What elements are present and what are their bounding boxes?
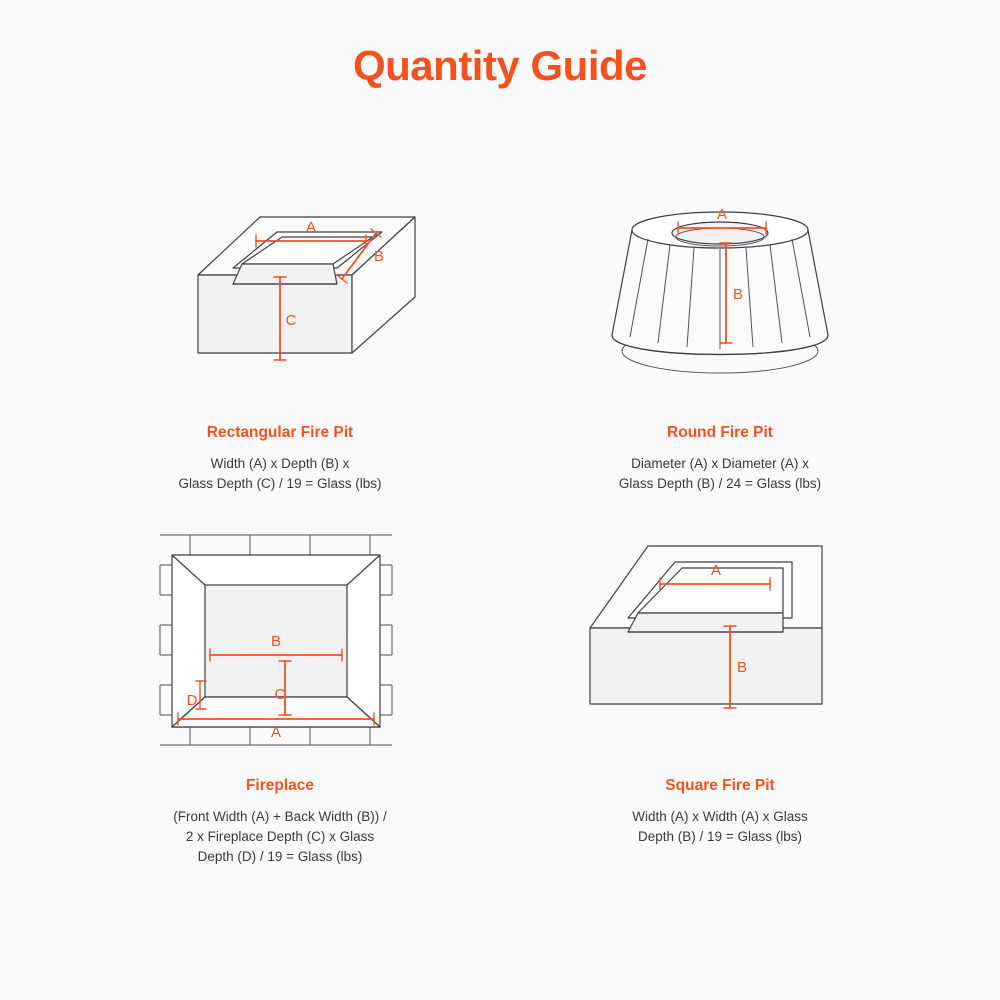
rectangular-fire-pit-title: Rectangular Fire Pit xyxy=(206,424,354,441)
guide-item-fireplace xyxy=(60,513,500,868)
rectangular-fire-pit-figure xyxy=(130,180,430,410)
rectangular-fire-pit-drawing xyxy=(130,185,430,405)
guide-item-round-fire-pit xyxy=(500,180,940,495)
fireplace-title: Fireplace xyxy=(245,776,315,794)
round-fire-pit-title: Round Fire Pit xyxy=(667,424,773,441)
square-fire-pit-figure xyxy=(570,513,870,763)
guide-item-rectangular-fire-pit xyxy=(60,180,500,495)
formula-line: (Front Width (A) + Back Width (B)) / xyxy=(173,808,387,824)
square-fire-pit-drawing xyxy=(570,518,870,758)
label-a-round: A xyxy=(716,205,728,223)
round-fire-pit-drawing xyxy=(570,185,870,405)
fireplace-formula xyxy=(173,807,386,868)
label-b-fireplace: B xyxy=(270,632,282,650)
formula-line: Diameter (A) x Diameter (A) x xyxy=(631,456,809,471)
label-b-rect: B xyxy=(373,247,385,265)
fireplace-drawing xyxy=(130,513,430,763)
label-c-fireplace: C xyxy=(274,685,286,703)
formula-line: Depth (D) / 19 = Glass (lbs) xyxy=(197,849,363,864)
label-a-fireplace: A xyxy=(270,723,282,741)
round-fire-pit-formula xyxy=(619,454,821,495)
label-a-square: A xyxy=(710,561,722,579)
formula-line: 2 x Fireplace Depth (C) x Glass xyxy=(185,828,375,844)
square-fire-pit-formula xyxy=(632,807,808,848)
label-a-rect: A xyxy=(305,218,317,236)
square-fire-pit-title: Square Fire Pit xyxy=(665,776,775,794)
formula-line: Width (A) x Width (A) x Glass xyxy=(632,808,808,824)
formula-line: Depth (B) / 19 = Glass (lbs) xyxy=(638,828,802,844)
formula-line: Glass Depth (B) / 24 = Glass (lbs) xyxy=(618,476,822,492)
label-d-fireplace: D xyxy=(186,691,198,709)
round-fire-pit-figure xyxy=(570,180,870,410)
label-b-square: B xyxy=(736,658,748,676)
guide-grid xyxy=(60,180,940,867)
fireplace-figure xyxy=(130,513,430,763)
formula-line: Glass Depth (C) / 19 = Glass (lbs) xyxy=(178,476,382,492)
label-b-round: B xyxy=(732,285,744,303)
rectangular-fire-pit-formula xyxy=(179,454,382,495)
formula-line: Width (A) x Depth (B) x xyxy=(210,456,350,471)
guide-item-square-fire-pit xyxy=(500,513,940,868)
label-c-rect: C xyxy=(285,311,297,329)
page-title: Quantity Guide xyxy=(352,42,647,89)
